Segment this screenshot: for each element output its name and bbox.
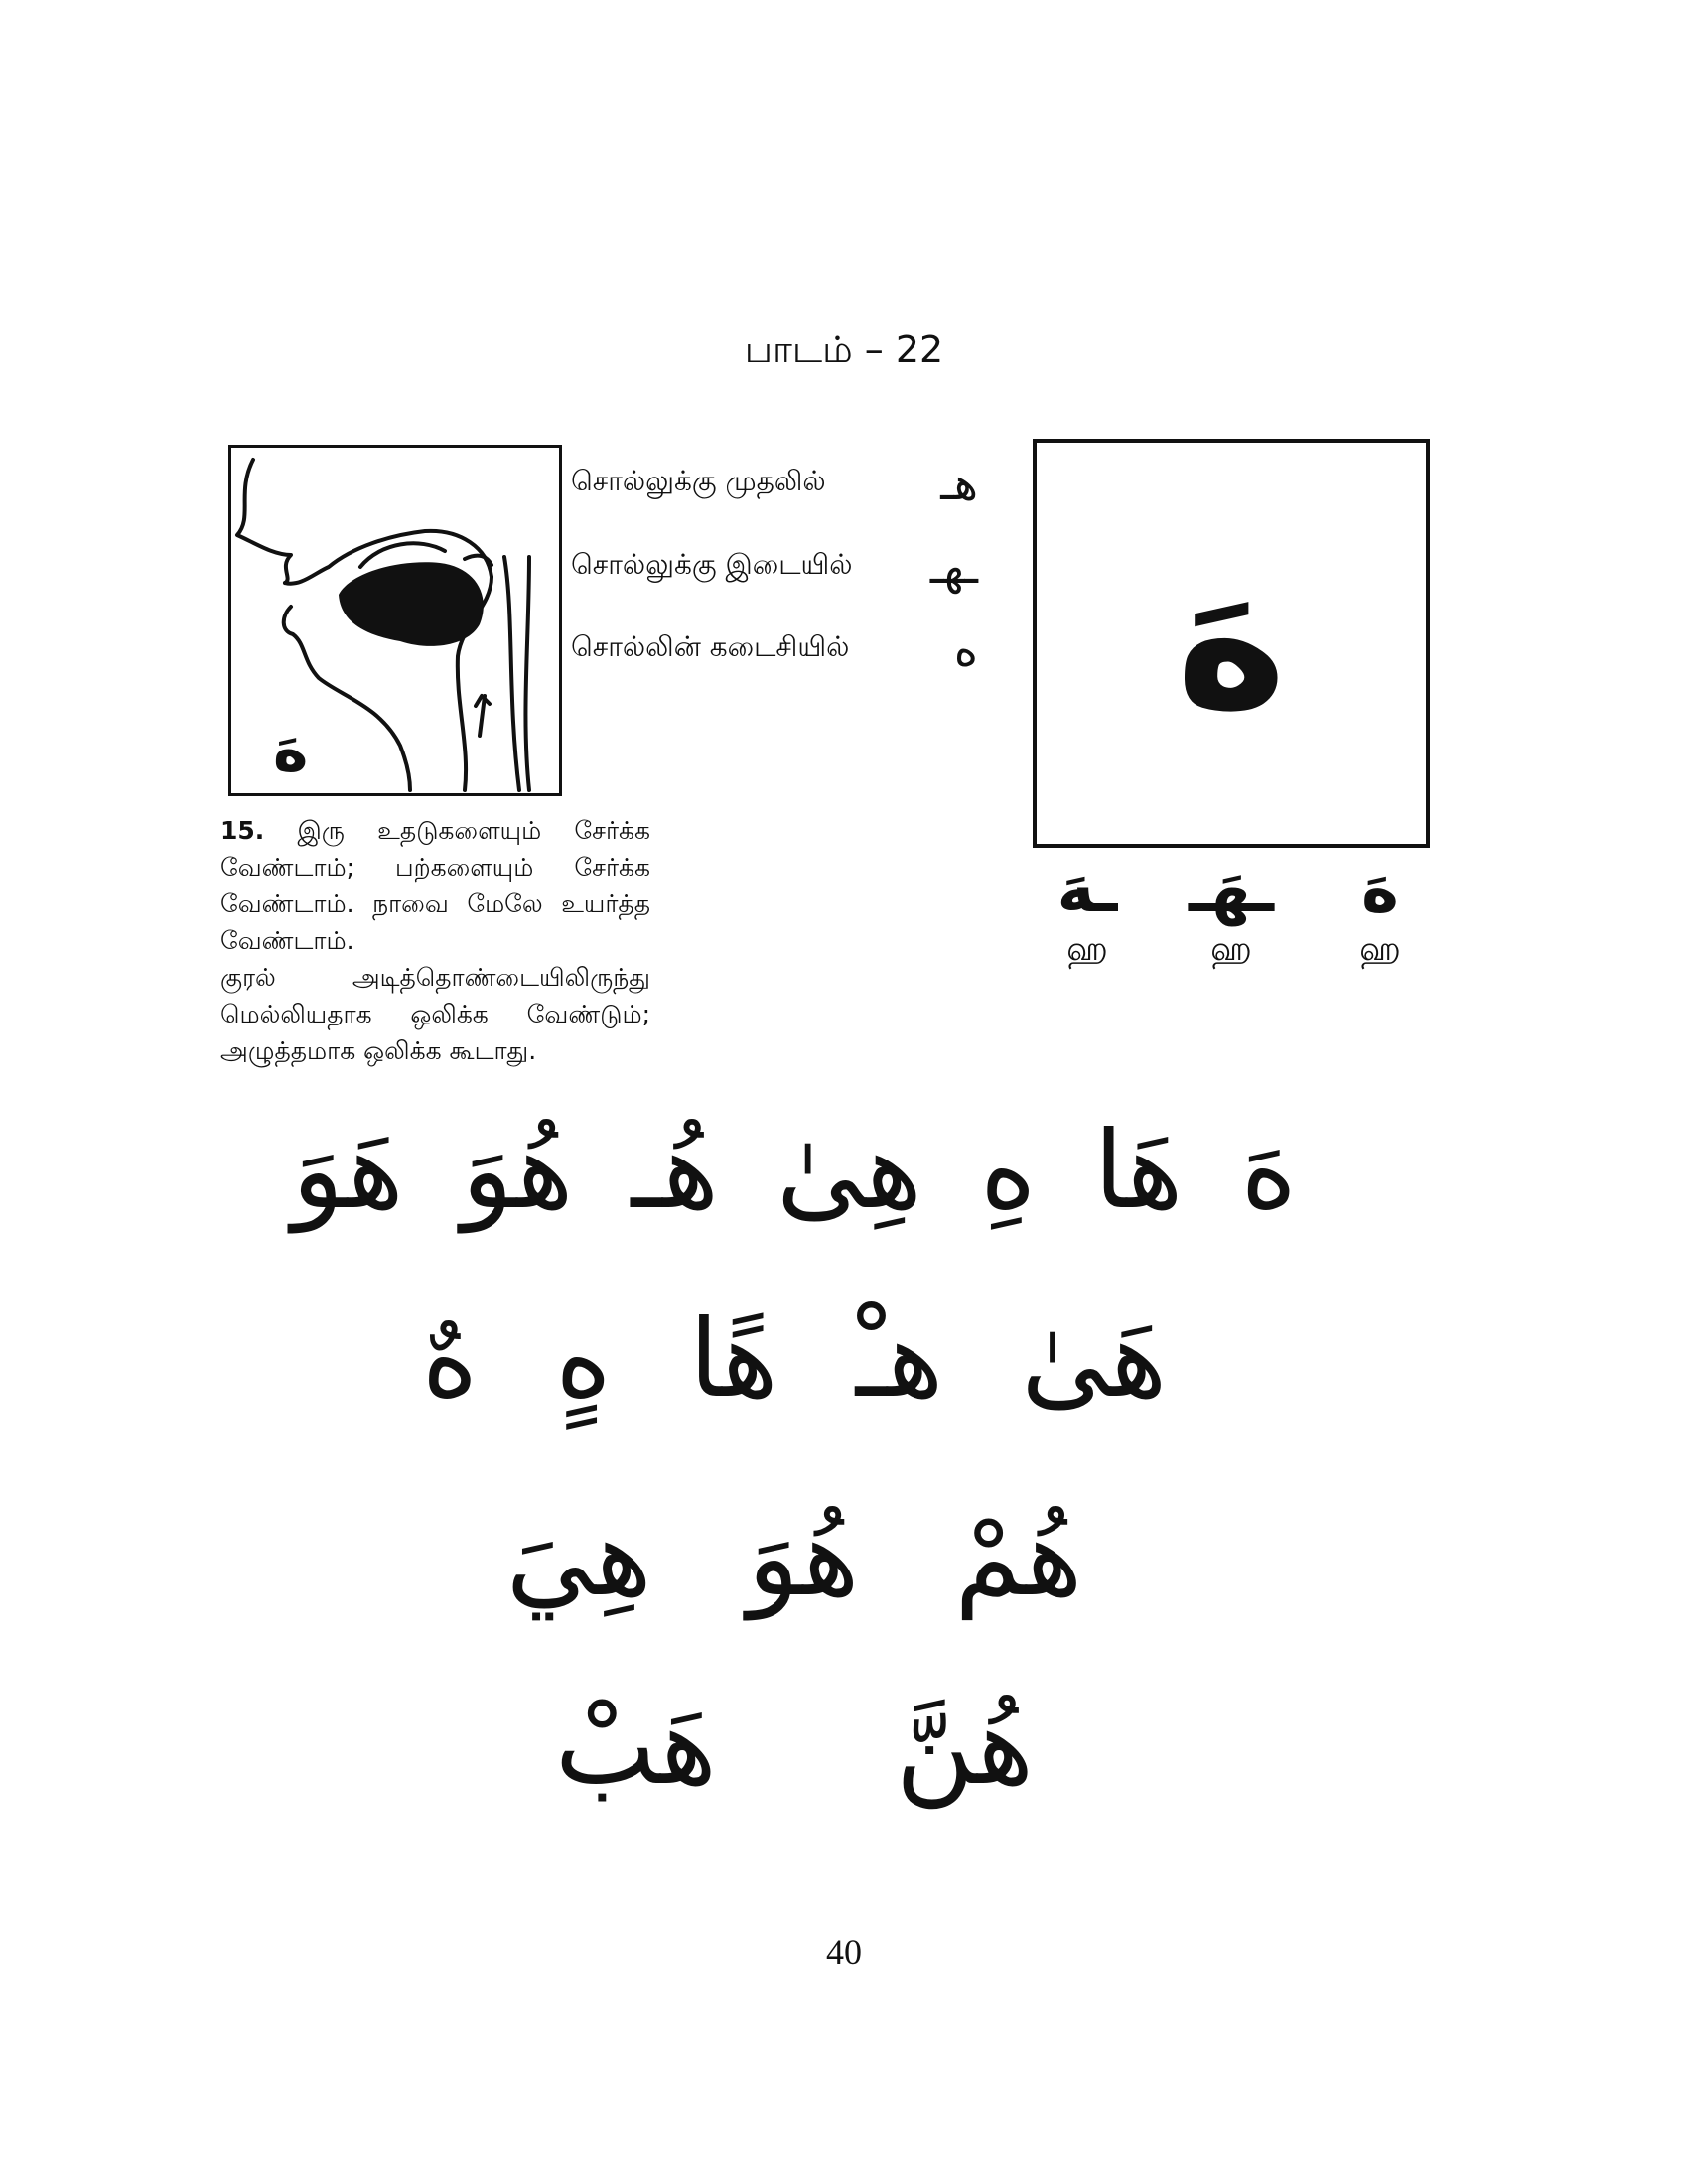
practice-syllable: هَ [1240, 1109, 1298, 1233]
position-label: சொல்லுக்கு முதலில் [571, 465, 826, 497]
form-glyph: ـهَـ [1189, 854, 1274, 927]
pronunciation-instructions [220, 812, 650, 1069]
articulation-diagram [228, 445, 562, 796]
practice-syllable: هِ [980, 1109, 1037, 1233]
position-row-initial [571, 457, 988, 516]
form-transliteration: ஹ [1359, 929, 1401, 970]
instruction-text: இரு உதடுகளையும் சேர்க்க வேண்டாம்; பற்களையும் சேர்க்க வேண்டாம். நாவை மேலே உயர்த்த வேண்டாம். [220, 816, 650, 955]
form-transliteration: ஹ [1066, 929, 1108, 970]
diagram-letter-label: هَ [273, 716, 309, 785]
page-number: 40 [826, 1932, 862, 1972]
form-final [1033, 856, 1142, 973]
practice-syllable: هَىٰ [1021, 1297, 1168, 1422]
practice-syllable: هُوَ [461, 1109, 574, 1233]
form-glyph: هَ [1361, 854, 1399, 927]
form-glyph: ـهَ [1056, 854, 1118, 927]
practice-syllable: هَوَ [291, 1109, 404, 1233]
lesson-title: பாடம் – 22 [744, 328, 944, 371]
practice-syllable: هٍ [555, 1297, 612, 1422]
position-form: ه [953, 622, 978, 676]
practice-syllable: هـْ [855, 1297, 944, 1422]
position-label: சொல்லின் கடைசியில் [571, 630, 850, 663]
letter-box [1033, 439, 1430, 848]
practice-row-3 [149, 1489, 1440, 1628]
position-form: ـهـ [929, 540, 978, 594]
mouth-profile-illustration [231, 448, 559, 793]
position-row-medial [571, 540, 988, 600]
practice-row-4 [149, 1678, 1440, 1817]
practice-syllable: هُنَّ [895, 1685, 1035, 1809]
instruction-text: குரல் அடித்தொண்டையிலிருந்து மெல்லியதாக ஒலிக்க வேண்டும்; அழுத்தமாக ஒலிக்க கூடாது. [220, 963, 650, 1065]
practice-syllable: هُوَ [747, 1496, 860, 1620]
practice-syllable: هُمْ [954, 1496, 1083, 1620]
position-form: هـ [940, 457, 978, 510]
practice-row-2 [149, 1291, 1440, 1430]
practice-syllable: هُـ [631, 1109, 720, 1233]
form-transliteration: ஹ [1210, 929, 1252, 970]
form-initial [1326, 856, 1435, 973]
practice-syllable: هَبْ [554, 1685, 717, 1809]
practice-row-1 [149, 1102, 1440, 1241]
form-medial [1177, 856, 1286, 973]
instruction-number: 15. [220, 816, 265, 845]
main-letter: هَ [1175, 531, 1288, 751]
position-label: சொல்லுக்கு இடையில் [571, 548, 853, 581]
practice-syllable: هًا [688, 1297, 778, 1422]
position-row-final [571, 622, 988, 682]
practice-syllable: هٌ [421, 1297, 479, 1422]
practice-syllable: هِيَ [505, 1496, 652, 1620]
practice-syllable: هَا [1093, 1109, 1184, 1233]
practice-syllable: هِىٰ [776, 1109, 923, 1233]
